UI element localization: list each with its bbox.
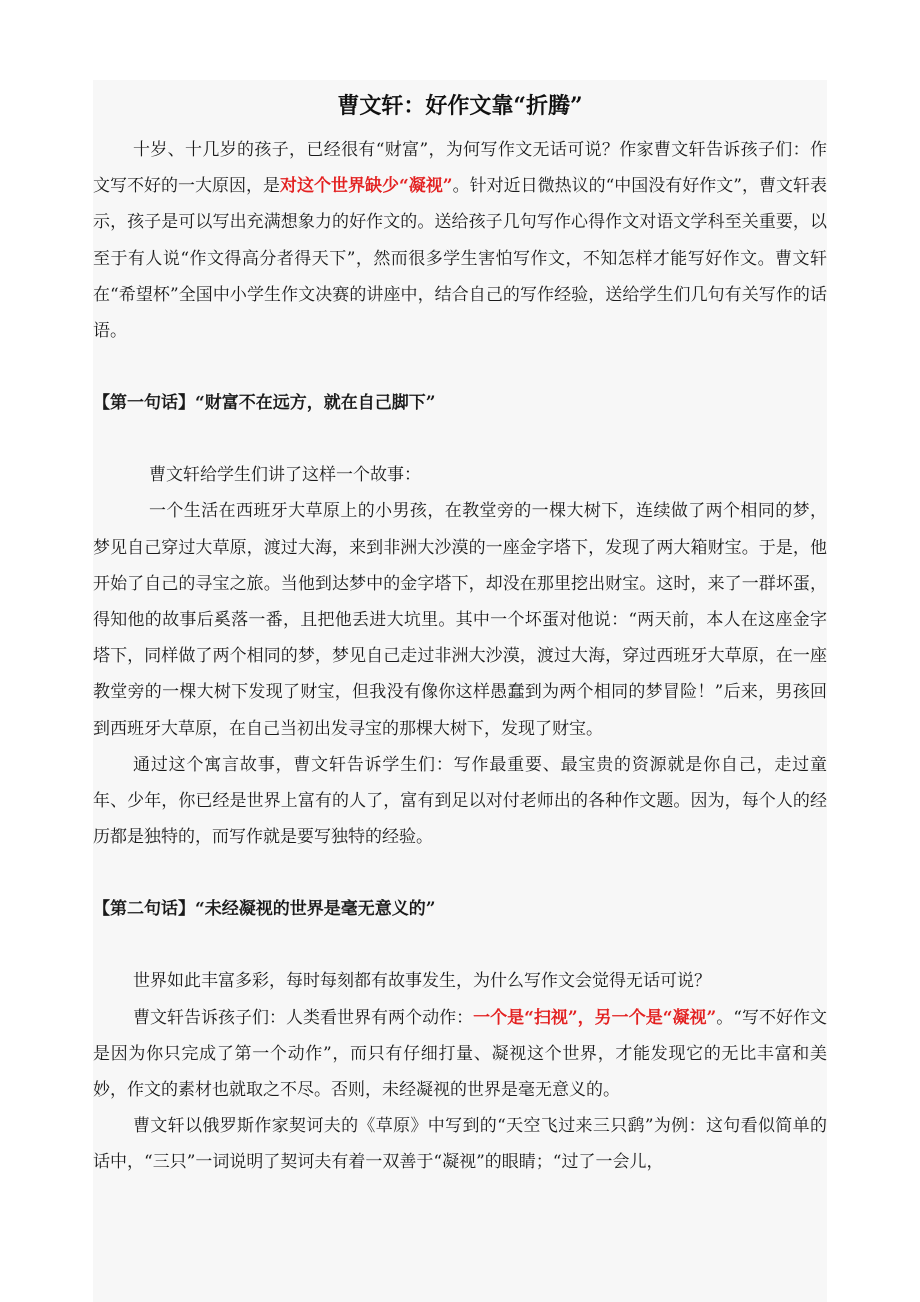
section2-paragraph-1: 世界如此丰富多彩，每时每刻都有故事发生，为什么写作文会觉得无话可说？ — [133, 971, 711, 992]
section1-paragraph-1: 曹文轩给学生们讲了这样一个故事： — [149, 465, 421, 486]
document-page — [93, 80, 827, 1302]
intro-text-1: 十岁、十几岁的孩子，已经很有“财富”，为何写作文无话可说？作家曹文轩告诉孩子们：作文写不好的一大原因，是 — [93, 140, 827, 197]
section2-highlight: 一个是“扫视”，另一个是“凝视” — [473, 1007, 717, 1028]
intro-text-2: 。针对近日微热议的“中国没有好作文”，曹文轩表示，孩子是可以写出充满想象力的好作文的。送给孩子几句写作心得作文对语文学科至关重要，以至于有人说“作文得高分者得天下”，然而很多学生害怕写作文，不知怎样才能写好作文。曹文轩在“希望杯”全国中小学生作文决赛的讲座中，结合自己的写作经验，送给学生们几句有关写作的话语。 — [93, 176, 827, 342]
section2-p2-text-a: 曹文轩告诉孩子们：人类看世界有两个动作： — [133, 1007, 474, 1028]
intro-paragraph — [93, 132, 827, 349]
document-content — [93, 80, 827, 1181]
intro-highlight: 对这个世界缺少“凝视” — [280, 176, 453, 197]
section2-p2-text-b: 。“写不好作文是因为你只完成了第一个动作”，而只有仔细打量、凝视这个世界，才能发现它的无比丰富和美妙，作文的素材也就取之不尽。否则，未经凝视的世界是毫无意义的。 — [93, 1007, 828, 1101]
section2-paragraph-3: 曹文轩以俄罗斯作家契诃夫的《草原》中写到的“天空飞过来三只鹞”为例：这句看似简单的话中，“三只”一词说明了契诃夫有着一双善于“凝视”的眼睛；“过了一会儿， — [93, 1116, 827, 1173]
section1-paragraph-2: 一个生活在西班牙大草原上的小男孩，在教堂旁的一棵大树下，连续做了两个相同的梦，梦见自己穿过大草原，渡过大海，来到非洲大沙漠的一座金字塔下，发现了两大箱财宝。于是，他开始了自己的寻宝之旅。当他到达梦中的金字塔下，却没在那里挖出财宝。这时，来了一群坏蛋，得知他的故事后奚落一番，且把他丢进大坑里。其中一个坏蛋对他说：“两天前，本人在这座金字塔下，同样做了两个相同的梦，梦见自己走过非洲大沙漠，渡过大海，穿过西班牙大草原，在一座教堂旁的一棵大树下发现了财宝，但我没有像你这样愚蠢到为两个相同的梦冒险！”后来，男孩回到西班牙大草原，在自己当初出发寻宝的那棵大树下，发现了财宝。 — [93, 501, 827, 739]
section1-paragraph-3: 通过这个寓言故事，曹文轩告诉学生们：写作最重要、最宝贵的资源就是你自己，走过童年、少年，你已经是世界上富有的人了，富有到足以对付老师出的各种作文题。因为，每个人的经历都是独特的，而写作就是要写独特的经验。 — [93, 754, 827, 848]
article-title: 曹文轩：好作文靠“折腾” — [337, 93, 583, 119]
section1-heading: 【第一句话】“财富不在远方，就在自己脚下” — [93, 393, 436, 414]
section2-paragraph-2 — [93, 1000, 827, 1109]
section2-heading: 【第二句话】“未经凝视的世界是毫无意义的” — [93, 899, 436, 920]
